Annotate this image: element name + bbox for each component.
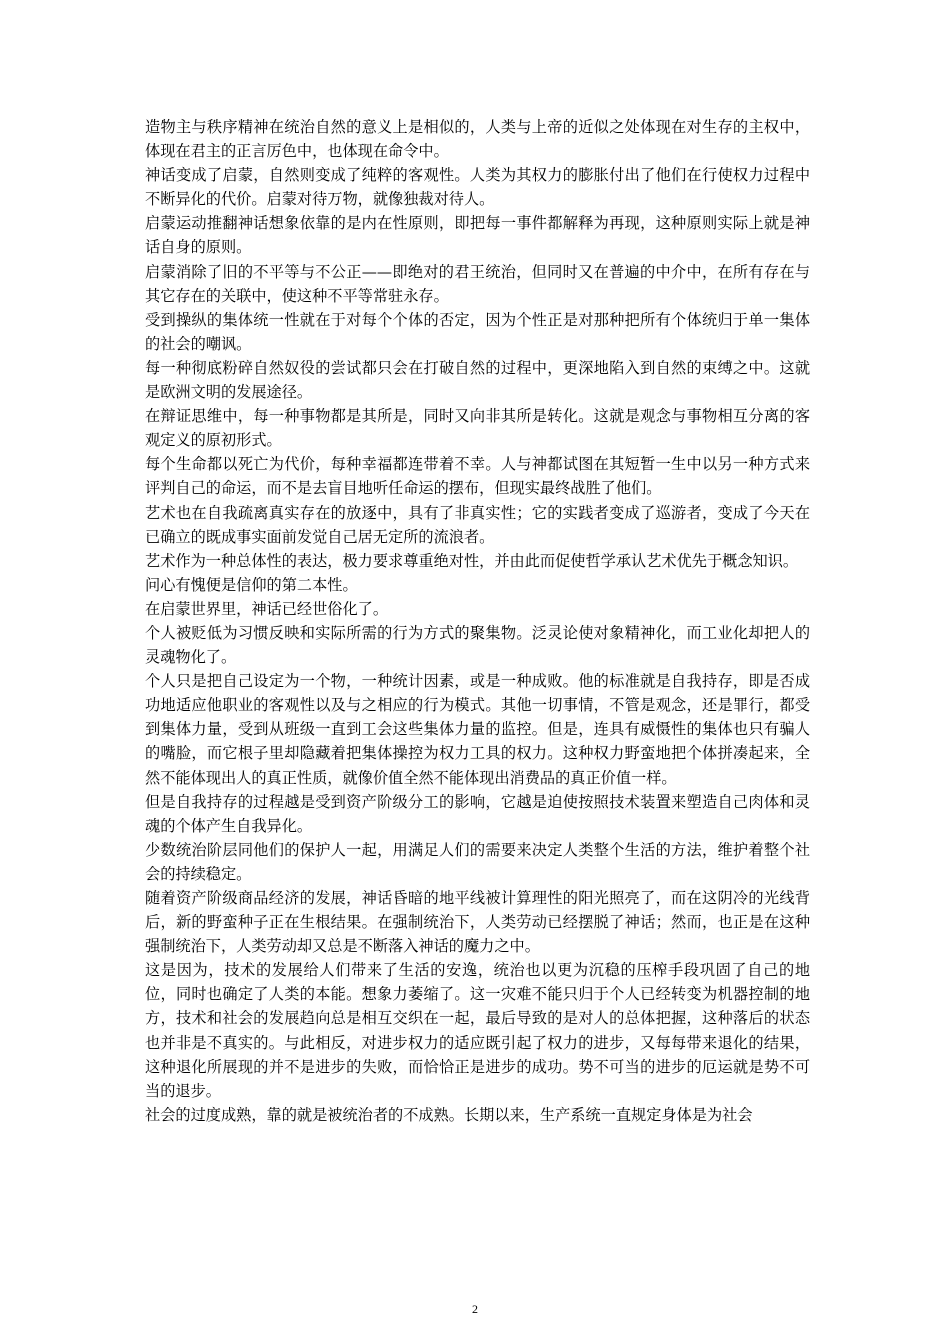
paragraph: 启蒙消除了旧的不平等与不公正——即绝对的君王统治，但同时又在普遍的中介中，在所有存在与其它存在的关联中，使这种不平等常驻永存。 — [145, 262, 810, 305]
paragraph: 启蒙运动推翻神话想象依靠的是内在性原则，即把每一事件都解释为再现，这种原则实际上就是神话自身的原则。 — [145, 214, 810, 257]
paragraph: 艺术作为一种总体性的表达，极力要求尊重绝对性，并由此而促使哲学承认艺术优先于概念知识。 — [145, 551, 799, 570]
page-number: 2 — [472, 1302, 478, 1316]
paragraph: 艺术也在自我疏离真实存在的放逐中，具有了非真实性；它的实践者变成了巡游者，变成了今天在已确立的既成事实面前发觉自己居无定所的流浪者。 — [145, 503, 810, 546]
paragraph: 个人被贬低为习惯反映和实际所需的行为方式的聚集物。泛灵论使对象精神化，而工业化却把人的灵魂物化了。 — [145, 623, 810, 667]
paragraph: 个人只是把自己设定为一个物，一种统计因素，或是一种成败。他的标准就是自我持存，即是否成功地适应他职业的客观性以及与之相应的行为模式。其他一切事情，不管是观念，还是罪行，都受到集体力量，受到从班级一直到工会这些集体力量的监控。但是，连具有威慑性的集体也只有骗人的嘴脸，而它根子里却隐藏着把集体操控为权力工具的权力。这种权力野蛮地把个体拼凑起来，全然不能体现出人的真正性质，就像价值全然不能体现出消费品的真正价值一样。 — [145, 672, 810, 787]
paragraph: 少数统治阶层同他们的保护人一起，用满足人们的需要来决定人类整个生活的方法，维护着整个社会的持续稳定。 — [145, 840, 810, 883]
paragraph: 在辩证思维中，每一种事物都是其所是，同时又向非其所是转化。这就是观念与事物相互分离的客观定义的原初形式。 — [145, 407, 810, 450]
paragraph: 受到操纵的集体统一性就在于对每个个体的否定，因为个性正是对那种把所有个体统归于单一集体的社会的嘲讽。 — [145, 310, 810, 353]
paragraph: 在启蒙世界里，神话已经世俗化了。 — [145, 599, 388, 618]
paragraph: 问心有愧便是信仰的第二本性。 — [145, 575, 358, 594]
document-body — [145, 115, 810, 1127]
paragraph: 神话变成了启蒙，自然则变成了纯粹的客观性。人类为其权力的膨胀付出了他们在行使权力过程中不断异化的代价。启蒙对待万物，就像独裁对待人。 — [145, 166, 810, 209]
paragraph: 这是因为，技术的发展给人们带来了生活的安逸，统治也以更为沉稳的压榨手段巩固了自己的地位，同时也确定了人类的本能。想象力萎缩了。这一灾难不能只归于个人已经转变为机器控制的地方，技术和社会的发展趋向总是相互交织在一起，最后导致的是对人的总体把握，这种落后的状态也并非是不真实的。与此相反，对进步权力的适应既引起了权力的进步，又每每带来退化的结果，这种退化所展现的并不是进步的失败，而恰恰正是进步的成功。势不可当的进步的厄运就是势不可当的退步。 — [145, 961, 810, 1100]
paragraph: 随着资产阶级商品经济的发展，神话昏暗的地平线被计算理性的阳光照亮了，而在这阴冷的光线背后，新的野蛮种子正在生根结果。在强制统治下，人类劳动已经摆脱了神话；然而，也正是在这种强制统治下，人类劳动却又总是不断落入神话的魔力之中。 — [145, 889, 810, 956]
paragraph: 造物主与秩序精神在统治自然的意义上是相似的，人类与上帝的近似之处体现在对生存的主权中，体现在君主的正言厉色中，也体现在命令中。 — [145, 118, 810, 161]
paragraph: 每个生命都以死亡为代价，每种幸福都连带着不幸。人与神都试图在其短暂一生中以另一种方式来评判自己的命运，而不是去盲目地听任命运的摆布，但现实最终战胜了他们。 — [145, 455, 810, 498]
paragraph: 每一种彻底粉碎自然奴役的尝试都只会在打破自然的过程中，更深地陷入到自然的束缚之中。这就是欧洲文明的发展途径。 — [145, 358, 810, 402]
paragraph: 社会的过度成熟，靠的就是被统治者的不成熟。长期以来，生产系统一直规定身体是为社会 — [145, 1105, 753, 1124]
paragraph: 但是自我持存的过程越是受到资产阶级分工的影响，它越是迫使按照技术装置来塑造自己肉体和灵魂的个体产生自我异化。 — [145, 792, 810, 835]
